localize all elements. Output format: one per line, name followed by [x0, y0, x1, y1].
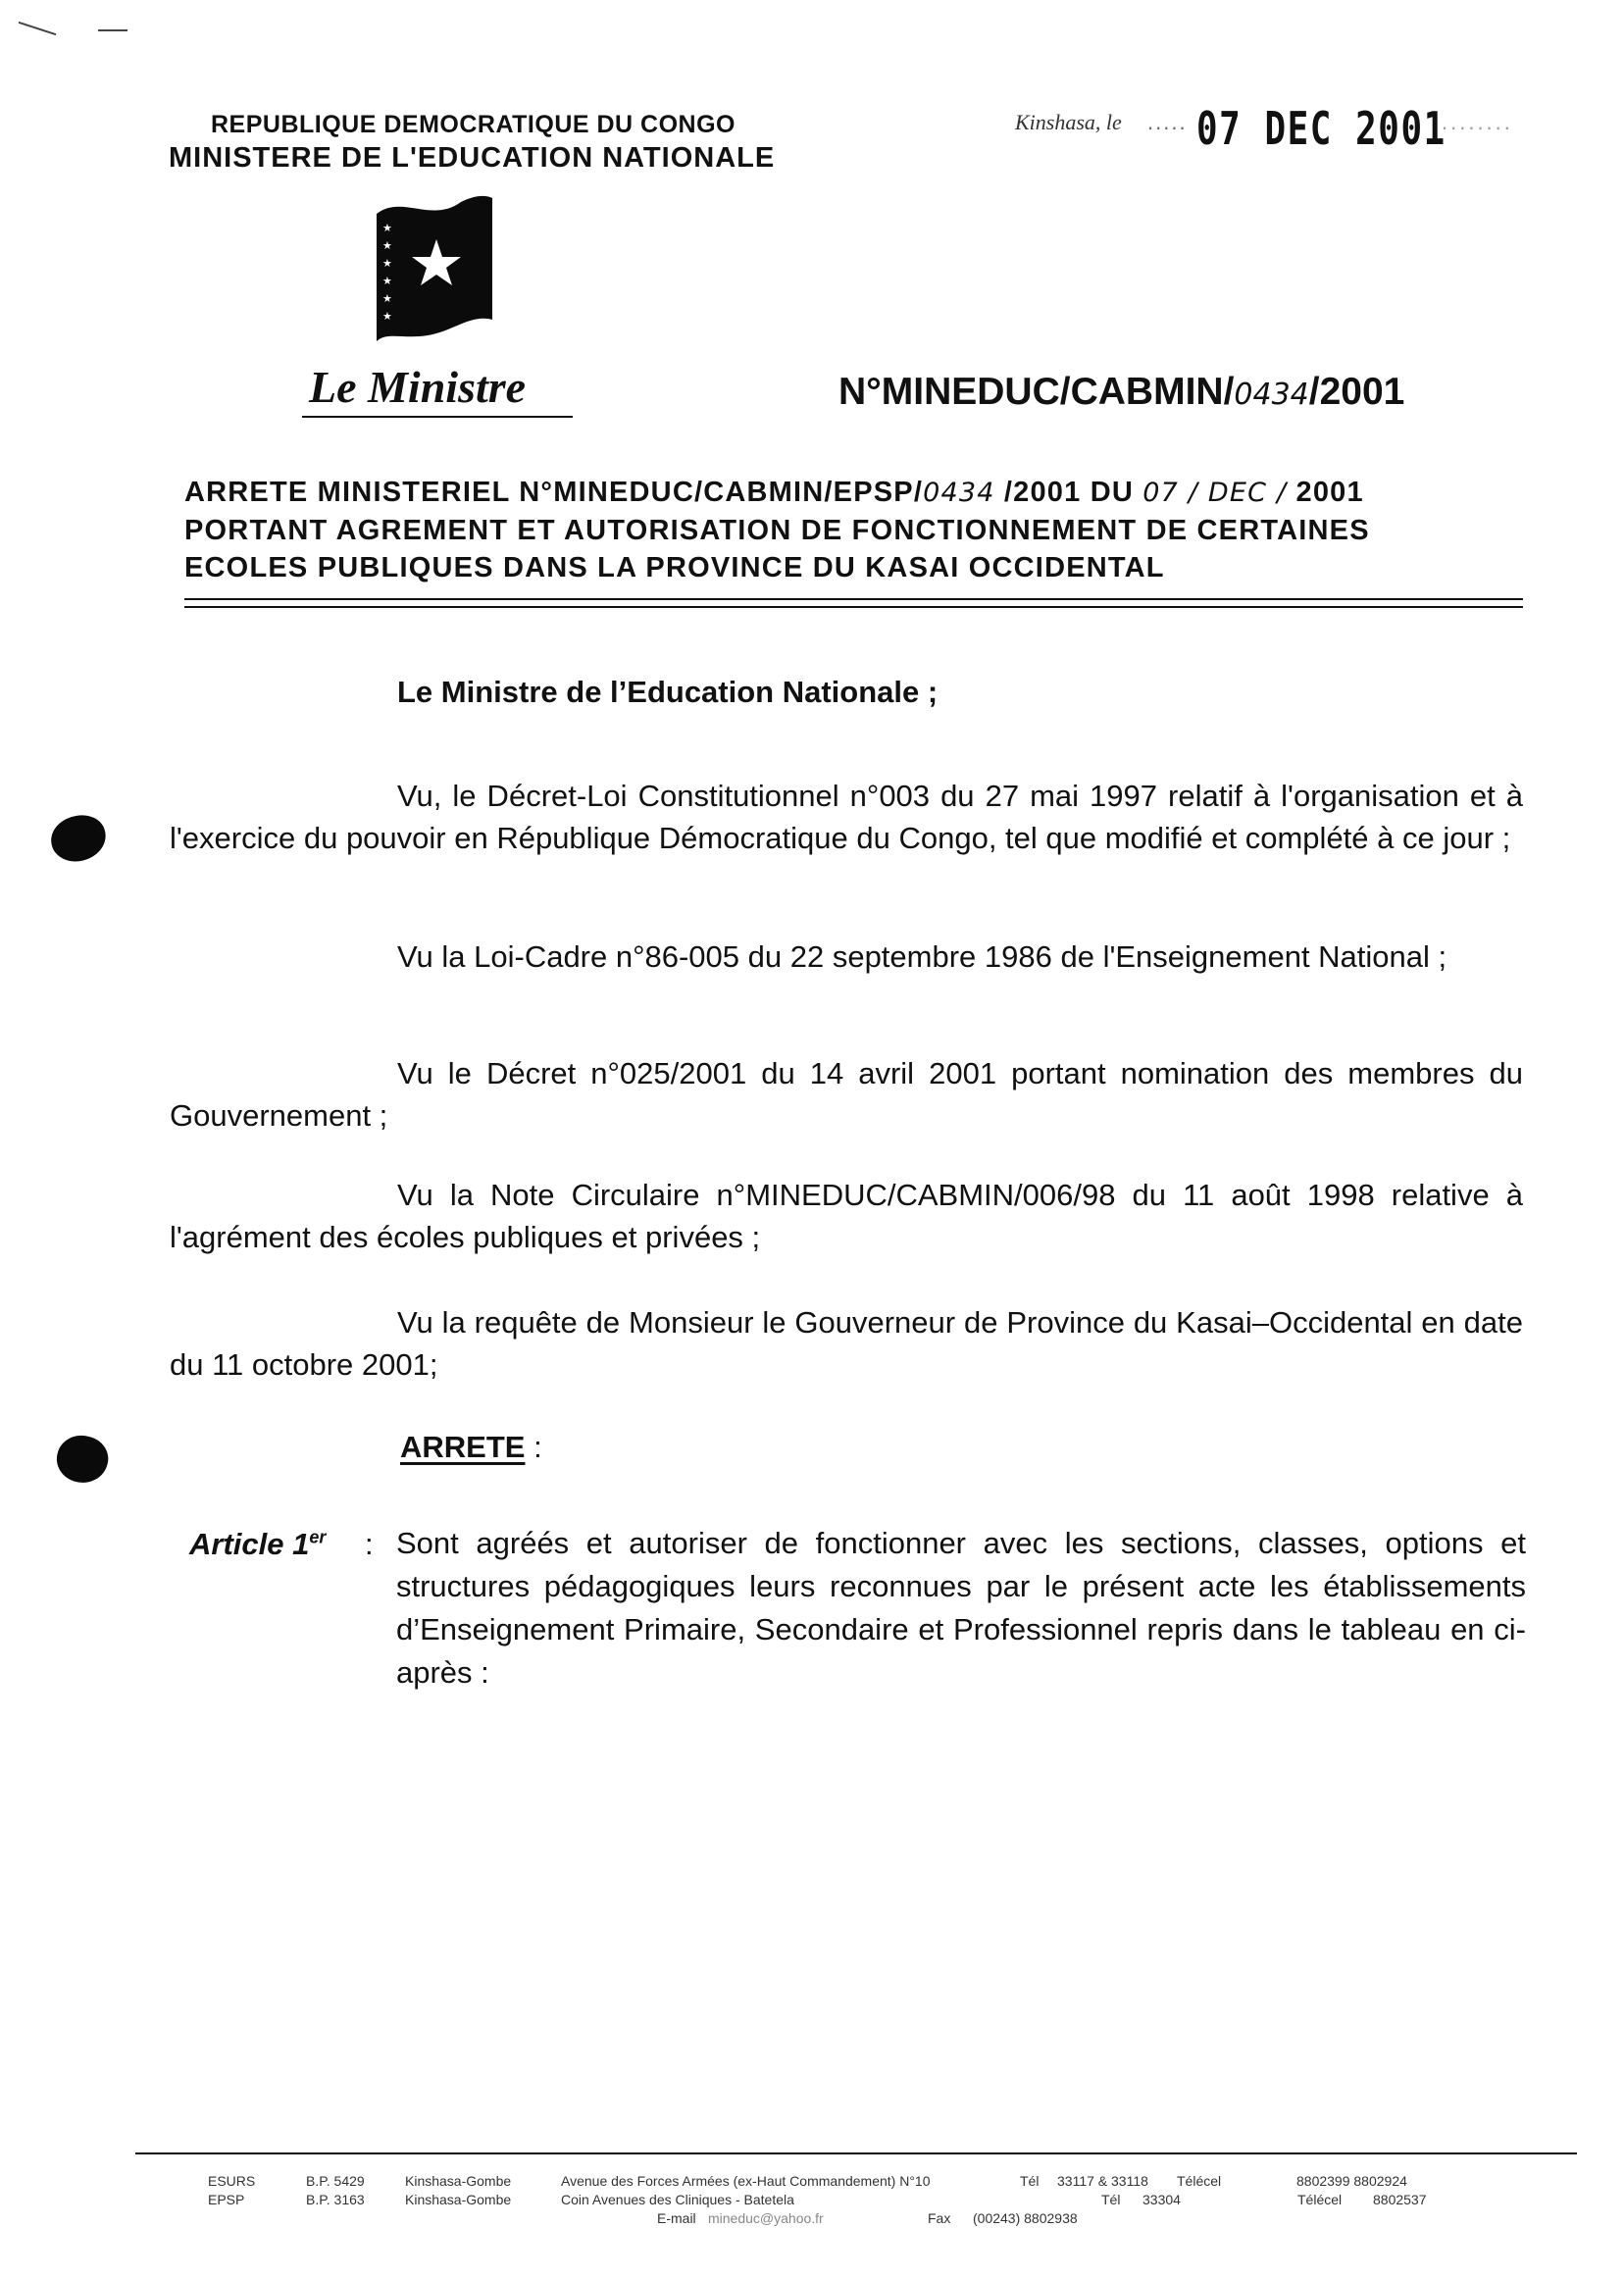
reference-number [838, 371, 1404, 414]
consideration-paragraph [170, 1174, 1523, 1258]
signatory-underline [302, 416, 573, 418]
reference-handwritten: 0434 [1234, 378, 1309, 412]
footer-telecel: 8802537 [1373, 2192, 1427, 2207]
svg-text:★: ★ [382, 275, 392, 287]
footer-telecel: 8802399 8802924 [1296, 2173, 1407, 2189]
footer-tel: 33304 [1142, 2192, 1181, 2207]
footer-email-label: E-mail [657, 2210, 696, 2226]
arrete-heading [400, 1430, 542, 1465]
svg-text:★: ★ [382, 239, 392, 252]
ministry-name: MINISTERE DE L'EDUCATION NATIONALE [169, 142, 776, 174]
reference-prefix: N°MINEDUC/CABMIN/ [838, 371, 1235, 413]
footer-org: ESURS [208, 2173, 256, 2189]
footer-telecel-label: Télécel [1297, 2192, 1343, 2207]
title-text: /2001 DU [994, 477, 1143, 508]
ink-blot [52, 1430, 114, 1489]
consideration-paragraph [170, 1301, 1523, 1386]
date-label: Kinshasa, le [1015, 110, 1122, 134]
title-text: 2001 [1287, 477, 1364, 508]
footer-city: Kinshasa-Gombe [405, 2173, 512, 2189]
svg-text:★: ★ [382, 257, 392, 270]
svg-text:★: ★ [382, 310, 392, 323]
footer-email: mineduc@yahoo.fr [708, 2210, 824, 2226]
consideration-text: Vu, le Décret-Loi Constitutionnel n°003 du 27 mai 1997 relatif à l'organisation et à l'exercice du pouvoir en République Démocratique du Congo, tel que modifié et complété à ce jour ; [170, 779, 1523, 855]
footer-address: Avenue des Forces Armées (ex-Haut Commandement) N°10 [561, 2173, 931, 2189]
arrete-word: ARRETE [400, 1430, 526, 1464]
consideration-paragraph [170, 936, 1523, 978]
footer-tel-label: Tél [1020, 2173, 1040, 2189]
signatory-title: Le Ministre [309, 362, 527, 412]
consideration-paragraph [170, 1052, 1523, 1137]
title-handwritten-number: 0434 [923, 478, 995, 508]
article-label [189, 1527, 326, 1562]
footer-bp: B.P. 3163 [306, 2192, 365, 2207]
article-label-sup: er [309, 1527, 327, 1547]
scan-mark [19, 22, 57, 35]
flag-star-emblem-icon [363, 184, 500, 353]
consideration-paragraph [170, 775, 1523, 859]
footer-bp: B.P. 5429 [306, 2173, 365, 2189]
title-handwritten-date: 07 / DEC / [1142, 478, 1288, 508]
title-rule [184, 598, 1523, 600]
footer-tel: 33117 & 33118 [1057, 2173, 1148, 2189]
decree-title-line-3: ECOLES PUBLIQUES DANS LA PROVINCE DU KASAI OCCIDENTAL [184, 552, 1165, 583]
ink-blot [47, 811, 110, 867]
footer-rule [135, 2152, 1577, 2154]
footer-fax: (00243) 8802938 [973, 2210, 1078, 2226]
article-colon: : [365, 1527, 374, 1561]
decree-title-line-2: PORTANT AGREMENT ET AUTORISATION DE FONCTIONNEMENT DE CERTAINES [184, 515, 1370, 546]
date-dots: ........ [1442, 110, 1513, 134]
footer-org: EPSP [208, 2192, 245, 2207]
scan-mark [98, 29, 127, 31]
date-dots: ..... [1147, 110, 1188, 134]
title-rule [184, 606, 1523, 608]
footer-tel-label: Tél [1101, 2192, 1121, 2207]
arrete-colon: : [525, 1430, 542, 1464]
footer-city: Kinshasa-Gombe [405, 2192, 512, 2207]
date-stamp: 07 DEC 2001 [1196, 102, 1446, 155]
consideration-text: Vu la Note Circulaire n°MINEDUC/CABMIN/006/98 du 11 août 1998 relative à l'agrément des écoles publiques et privées ; [170, 1178, 1523, 1254]
footer-fax-label: Fax [928, 2210, 951, 2226]
decree-title-line-1 [184, 477, 1523, 509]
title-text: ARRETE MINISTERIEL N°MINEDUC/CABMIN/EPSP/ [184, 477, 924, 508]
svg-text:★: ★ [382, 292, 392, 305]
consideration-text: Vu la requête de Monsieur le Gouverneur de Province du Kasai–Occidental en date du 11 octobre 2001; [170, 1305, 1523, 1382]
svg-text:★: ★ [382, 222, 392, 234]
footer-telecel-label: Télécel [1177, 2173, 1222, 2189]
reference-suffix: /2001 [1308, 371, 1405, 413]
article-text: Sont agréés et autoriser de fonctionner avec les sections, classes, options et structures pédagogiques leurs reconnues par le présent acte les établissements d’Enseignement Primaire, Secondaire et Professionnel repris dans le tableau en ci-après : [396, 1526, 1526, 1690]
consideration-text: Vu le Décret n°025/2001 du 14 avril 2001 portant nomination des membres du Gouvernement ; [170, 1056, 1523, 1133]
body-heading: Le Ministre de l’Education Nationale ; [397, 675, 939, 709]
article-label-text: Article 1 [189, 1527, 310, 1561]
consideration-text: Vu la Loi-Cadre n°86-005 du 22 septembre 1986 de l'Enseignement National ; [397, 939, 1447, 974]
footer-address: Coin Avenues des Cliniques - Batetela [561, 2192, 794, 2207]
republic-name: REPUBLIQUE DEMOCRATIQUE DU CONGO [211, 111, 736, 138]
